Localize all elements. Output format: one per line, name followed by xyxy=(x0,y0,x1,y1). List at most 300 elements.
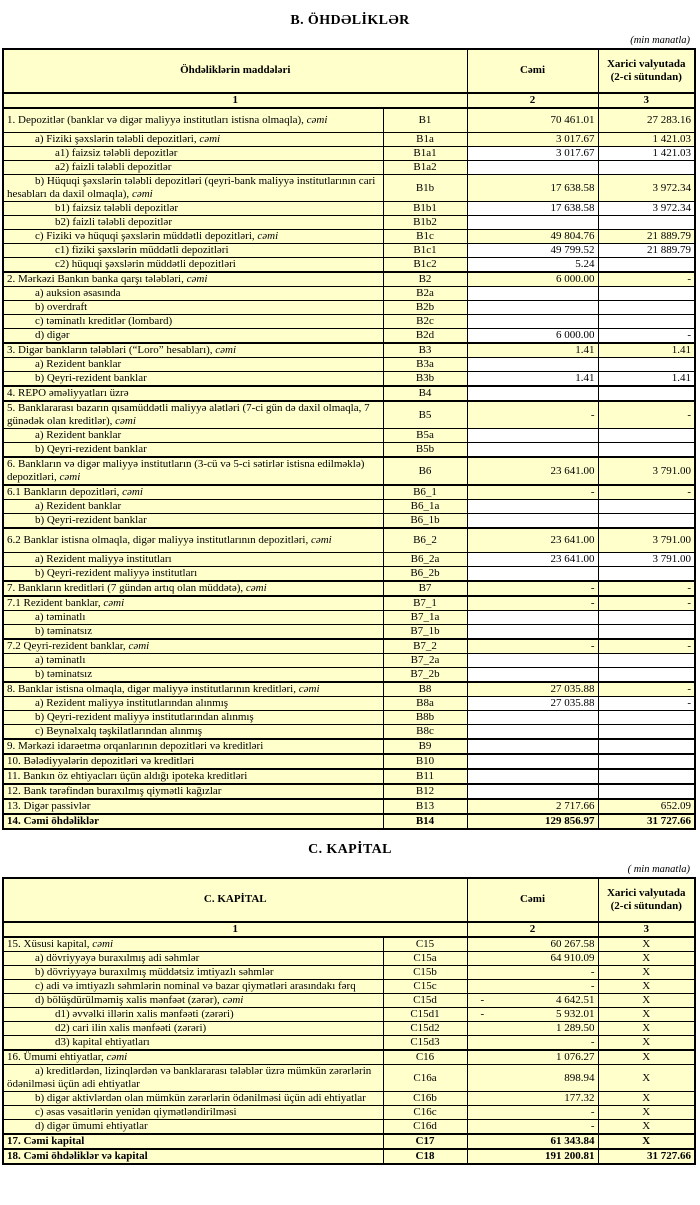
table-row xyxy=(3,1092,695,1106)
item-code-cell: B6 xyxy=(383,457,467,485)
foreign-currency-value-cell: X xyxy=(598,1008,695,1022)
item-code-cell: C15d1 xyxy=(383,1008,467,1022)
foreign-currency-value-cell xyxy=(598,386,695,401)
item-code-cell: C15a xyxy=(383,952,467,966)
total-value-cell xyxy=(467,754,598,769)
total-value-cell: 6 000.00 xyxy=(467,329,598,344)
foreign-currency-value-cell xyxy=(598,754,695,769)
total-value-cell: 27 035.88 xyxy=(467,682,598,697)
foreign-currency-value-cell xyxy=(598,654,695,668)
foreign-currency-value-cell: 1 421.03 xyxy=(598,147,695,161)
item-code-cell: B12 xyxy=(383,784,467,799)
foreign-currency-value-cell: - xyxy=(598,401,695,429)
item-code-cell: B7_2 xyxy=(383,639,467,654)
item-label-cell: d3) kapital ehtiyatları xyxy=(3,1036,383,1051)
foreign-currency-value-cell: 3 972.34 xyxy=(598,202,695,216)
item-label-cell: 2. Mərkəzi Bankın banka qarşı tələbləri, cəmi xyxy=(3,272,383,287)
item-label-cell: b2) faizli tələbli depozitlər xyxy=(3,216,383,230)
foreign-currency-value-cell: 21 889.79 xyxy=(598,230,695,244)
item-code-cell: B1 xyxy=(383,108,467,133)
foreign-currency-value-cell: X xyxy=(598,980,695,994)
table-row xyxy=(3,401,695,429)
total-value-cell: 70 461.01 xyxy=(467,108,598,133)
table-row xyxy=(3,244,695,258)
item-label-cell: b) overdraft xyxy=(3,301,383,315)
foreign-currency-value-cell: X xyxy=(598,1022,695,1036)
foreign-currency-value-cell: 3 791.00 xyxy=(598,457,695,485)
total-value-cell xyxy=(467,611,598,625)
total-value-cell: 3 017.67 xyxy=(467,133,598,147)
foreign-currency-value-cell xyxy=(598,725,695,740)
item-label-cell: c) Beynəlxalq təşkilatlarından alınmış xyxy=(3,725,383,740)
total-value-cell: 3 017.67 xyxy=(467,147,598,161)
table-row xyxy=(3,358,695,372)
item-code-cell: B7 xyxy=(383,581,467,596)
table-row xyxy=(3,1050,695,1065)
item-code-cell: C15d3 xyxy=(383,1036,467,1051)
table-row xyxy=(3,654,695,668)
item-code-cell: B1a1 xyxy=(383,147,467,161)
table-row xyxy=(3,429,695,443)
foreign-currency-value-cell: X xyxy=(598,1092,695,1106)
total-value-cell xyxy=(467,161,598,175)
foreign-currency-value-cell: X xyxy=(598,1106,695,1120)
item-label-cell: a) Rezident banklar xyxy=(3,500,383,514)
item-code-cell: B7_1a xyxy=(383,611,467,625)
total-value-cell xyxy=(467,287,598,301)
total-value-cell: - xyxy=(467,401,598,429)
total-value-cell xyxy=(467,725,598,740)
item-code-cell: B6_2b xyxy=(383,567,467,582)
item-label-cell: 12. Bank tərəfindən buraxılmış qiymətli kağızlar xyxy=(3,784,383,799)
header-cell-items: C. KAPİTAL xyxy=(3,878,467,922)
total-value-cell xyxy=(467,668,598,683)
item-label-cell: 9. Mərkəzi idarəetmə orqanlarının depozitləri və kreditləri xyxy=(3,739,383,754)
table-row xyxy=(3,814,695,829)
total-value-cell xyxy=(467,429,598,443)
total-value-cell: 61 343.84 xyxy=(467,1134,598,1149)
foreign-currency-value-cell xyxy=(598,216,695,230)
table-row xyxy=(3,372,695,387)
total-value-cell: 6 000.00 xyxy=(467,272,598,287)
total-value-cell: 129 856.97 xyxy=(467,814,598,829)
foreign-currency-value-cell: - xyxy=(598,697,695,711)
total-value-cell: - 4 642.51 xyxy=(467,994,598,1008)
item-label-cell: 7. Bankların kreditləri (7 gündən artıq olan müddətə), cəmi xyxy=(3,581,383,596)
foreign-currency-value-cell xyxy=(598,429,695,443)
table-row xyxy=(3,784,695,799)
item-code-cell: B6_2 xyxy=(383,528,467,553)
item-label-cell: c) əsas vəsaitlərin yenidən qiymətləndirilməsi xyxy=(3,1106,383,1120)
item-code-cell: B1c1 xyxy=(383,244,467,258)
item-code-cell: B10 xyxy=(383,754,467,769)
item-code-cell: B3b xyxy=(383,372,467,387)
item-label-cell: d1) əvvəlki illərin xalis mənfəəti (zərəri) xyxy=(3,1008,383,1022)
item-code-cell: B2c xyxy=(383,315,467,329)
item-code-cell: B6_1b xyxy=(383,514,467,529)
total-value-cell: - 5 932.01 xyxy=(467,1008,598,1022)
item-label-cell: 18. Cəmi öhdəliklər və kapital xyxy=(3,1149,383,1164)
total-value-cell: - xyxy=(467,1036,598,1051)
item-code-cell: C16b xyxy=(383,1092,467,1106)
item-label-cell: b) Qeyri-rezident banklar xyxy=(3,372,383,387)
total-value-cell xyxy=(467,711,598,725)
table-row xyxy=(3,443,695,458)
table-row xyxy=(3,625,695,640)
item-code-cell: C15 xyxy=(383,937,467,952)
item-code-cell: C16a xyxy=(383,1065,467,1092)
item-code-cell: B7_1b xyxy=(383,625,467,640)
table-row xyxy=(3,514,695,529)
foreign-currency-value-cell: - xyxy=(598,272,695,287)
total-value-cell: - xyxy=(467,966,598,980)
foreign-currency-value-cell xyxy=(598,567,695,582)
item-label-cell: a) Rezident maliyyə institutlarından alınmış xyxy=(3,697,383,711)
table-row xyxy=(3,567,695,582)
header-cell-total: Cəmi xyxy=(467,49,598,93)
foreign-currency-value-cell: X xyxy=(598,966,695,980)
unit-note-liabilities: (min manatla) xyxy=(630,35,690,46)
foreign-currency-value-cell: 3 791.00 xyxy=(598,553,695,567)
total-value-cell: 60 267.58 xyxy=(467,937,598,952)
header-row xyxy=(3,49,695,93)
total-value-cell: 23 641.00 xyxy=(467,457,598,485)
table-row xyxy=(3,1120,695,1135)
item-label-cell: 6.1 Bankların depozitləri, cəmi xyxy=(3,485,383,500)
table-row xyxy=(3,108,695,133)
total-value-cell xyxy=(467,358,598,372)
item-code-cell: B4 xyxy=(383,386,467,401)
item-label-cell: b1) faizsiz tələbli depozitlər xyxy=(3,202,383,216)
item-label-cell: 5. Banklararası bazarın qısamüddətli maliyyə alətləri (7-ci gün də daxil olmaqla, 7 günədək olan kreditlər), cəmi xyxy=(3,401,383,429)
total-value-cell: 191 200.81 xyxy=(467,1149,598,1164)
table-row xyxy=(3,1036,695,1051)
item-label-cell: a) Fiziki şəxslərin tələbli depozitləri, cəmi xyxy=(3,133,383,147)
table-row xyxy=(3,272,695,287)
item-label-cell: 3. Digər bankların tələbləri (“Loro” hesabları), cəmi xyxy=(3,343,383,358)
item-label-cell: b) Qeyri-rezident banklar xyxy=(3,443,383,458)
foreign-currency-value-cell xyxy=(598,611,695,625)
item-label-cell: d) digər xyxy=(3,329,383,344)
column-number-cell: 1 xyxy=(3,93,467,108)
item-label-cell: b) təminatsız xyxy=(3,625,383,640)
foreign-currency-value-cell xyxy=(598,315,695,329)
foreign-currency-value-cell xyxy=(598,514,695,529)
liabilities-table xyxy=(2,48,696,830)
item-code-cell: B2 xyxy=(383,272,467,287)
table-row xyxy=(3,994,695,1008)
item-label-cell: a) Rezident maliyyə institutları xyxy=(3,553,383,567)
total-value-cell: - xyxy=(467,1106,598,1120)
table-row xyxy=(3,301,695,315)
item-code-cell: B3 xyxy=(383,343,467,358)
column-number-cell: 3 xyxy=(598,922,695,937)
item-label-cell: b) təminatsız xyxy=(3,668,383,683)
item-code-cell: B1a2 xyxy=(383,161,467,175)
column-number-row xyxy=(3,93,695,108)
total-value-cell: 49 799.52 xyxy=(467,244,598,258)
total-value-cell: 5.24 xyxy=(467,258,598,273)
table-row xyxy=(3,287,695,301)
foreign-currency-value-cell: - xyxy=(598,639,695,654)
table-row xyxy=(3,799,695,814)
table-row xyxy=(3,980,695,994)
item-code-cell: C15c xyxy=(383,980,467,994)
total-value-cell: - xyxy=(467,980,598,994)
item-label-cell: a) kreditlərdən, lizinqlərdən və banklararası tələblər üzrə mümkün zərərlərin ödənilməsi üçün adi ehtiyatlar xyxy=(3,1065,383,1092)
item-label-cell: 13. Digər passivlər xyxy=(3,799,383,814)
column-number-cell: 3 xyxy=(598,93,695,108)
table-row xyxy=(3,315,695,329)
table-row xyxy=(3,386,695,401)
item-label-cell: 17. Cəmi kapital xyxy=(3,1134,383,1149)
table-row xyxy=(3,711,695,725)
item-code-cell: B1a xyxy=(383,133,467,147)
item-code-cell: C16d xyxy=(383,1120,467,1135)
table-row xyxy=(3,1106,695,1120)
table-row xyxy=(3,1134,695,1149)
item-label-cell: b) Qeyri-rezident maliyyə institutları xyxy=(3,567,383,582)
foreign-currency-value-cell xyxy=(598,739,695,754)
total-value-cell: 1 076.27 xyxy=(467,1050,598,1065)
item-label-cell: c) Fiziki və hüquqi şəxslərin müddətli depozitləri, cəmi xyxy=(3,230,383,244)
section-title-capital: C. KAPİTAL xyxy=(308,842,392,857)
table-row xyxy=(3,147,695,161)
item-code-cell: C15b xyxy=(383,966,467,980)
table-row xyxy=(3,937,695,952)
foreign-currency-value-cell xyxy=(598,500,695,514)
table-row xyxy=(3,216,695,230)
total-value-cell: - xyxy=(467,1120,598,1135)
item-label-cell: 6. Bankların və digər maliyyə institutların (3-cü və 5-ci sətirlər istisna edilməklə) depozitləri, cəmi xyxy=(3,457,383,485)
foreign-currency-value-cell: X xyxy=(598,937,695,952)
item-label-cell: 14. Cəmi öhdəliklər xyxy=(3,814,383,829)
item-label-cell: a) auksion əsasında xyxy=(3,287,383,301)
item-label-cell: 16. Ümumi ehtiyatlar, cəmi xyxy=(3,1050,383,1065)
column-number-cell: 2 xyxy=(467,93,598,108)
unit-note-capital: ( min manatla) xyxy=(627,864,690,875)
foreign-currency-value-cell xyxy=(598,769,695,784)
total-value-cell xyxy=(467,443,598,458)
table-row xyxy=(3,581,695,596)
table-row xyxy=(3,611,695,625)
item-code-cell: B8c xyxy=(383,725,467,740)
table-row xyxy=(3,329,695,344)
foreign-currency-value-cell: X xyxy=(598,1134,695,1149)
total-value-cell: 898.94 xyxy=(467,1065,598,1092)
item-label-cell: b) dövriyyəyə buraxılmış müddətsiz imtiyazlı səhmlər xyxy=(3,966,383,980)
item-label-cell: 15. Xüsusi kapital, cəmi xyxy=(3,937,383,952)
total-value-cell: 1.41 xyxy=(467,372,598,387)
item-code-cell: B8 xyxy=(383,682,467,697)
total-value-cell xyxy=(467,625,598,640)
total-value-cell: - xyxy=(467,485,598,500)
foreign-currency-value-cell: X xyxy=(598,952,695,966)
item-label-cell: a) Rezident banklar xyxy=(3,429,383,443)
item-label-cell: 1. Depozitlər (banklar və digər maliyyə institutları istisna olmaqla), cəmi xyxy=(3,108,383,133)
item-code-cell: B1b2 xyxy=(383,216,467,230)
item-code-cell: B9 xyxy=(383,739,467,754)
total-value-cell: 23 641.00 xyxy=(467,553,598,567)
table-row xyxy=(3,668,695,683)
foreign-currency-value-cell: 3 972.34 xyxy=(598,175,695,202)
item-code-cell: B8b xyxy=(383,711,467,725)
foreign-currency-value-cell xyxy=(598,784,695,799)
column-number-cell: 1 xyxy=(3,922,467,937)
table-row xyxy=(3,1065,695,1092)
item-code-cell: B11 xyxy=(383,769,467,784)
item-code-cell: B3a xyxy=(383,358,467,372)
column-number-row xyxy=(3,922,695,937)
item-code-cell: B6_1a xyxy=(383,500,467,514)
total-value-cell: 1 289.50 xyxy=(467,1022,598,1036)
item-code-cell: B7_1 xyxy=(383,596,467,611)
item-code-cell: B7_2a xyxy=(383,654,467,668)
total-value-cell xyxy=(467,500,598,514)
table-row xyxy=(3,1008,695,1022)
foreign-currency-value-cell: 21 889.79 xyxy=(598,244,695,258)
item-code-cell: B1c xyxy=(383,230,467,244)
item-label-cell: d) digər ümumi ehtiyatlar xyxy=(3,1120,383,1135)
item-label-cell: b) Qeyri-rezident banklar xyxy=(3,514,383,529)
item-code-cell: B5b xyxy=(383,443,467,458)
table-row xyxy=(3,682,695,697)
capital-table xyxy=(2,877,696,1165)
foreign-currency-value-cell xyxy=(598,668,695,683)
table-row xyxy=(3,596,695,611)
foreign-currency-value-cell: 652.09 xyxy=(598,799,695,814)
total-value-cell xyxy=(467,739,598,754)
item-label-cell: b) Qeyri-rezident maliyyə institutlarından alınmış xyxy=(3,711,383,725)
item-label-cell: a) təminatlı xyxy=(3,611,383,625)
table-row xyxy=(3,457,695,485)
table-row xyxy=(3,952,695,966)
item-code-cell: C16c xyxy=(383,1106,467,1120)
item-label-cell: d) bölüşdürülməmiş xalis mənfəət (zərər), cəmi xyxy=(3,994,383,1008)
item-label-cell: c1) fiziki şəxslərin müddətli depozitləri xyxy=(3,244,383,258)
item-code-cell: C16 xyxy=(383,1050,467,1065)
header-cell-foreign: Xarici valyutada (2-ci sütundan) xyxy=(598,49,695,93)
item-label-cell: 8. Banklar istisna olmaqla, digər maliyyə institutlarının kreditləri, cəmi xyxy=(3,682,383,697)
item-label-cell: a1) faizsiz tələbli depozitlər xyxy=(3,147,383,161)
foreign-currency-value-cell: - xyxy=(598,596,695,611)
total-value-cell xyxy=(467,386,598,401)
item-code-cell: C18 xyxy=(383,1149,467,1164)
total-value-cell: 1.41 xyxy=(467,343,598,358)
item-label-cell: a) dövriyyəyə buraxılmış adi səhmlər xyxy=(3,952,383,966)
item-code-cell: B2a xyxy=(383,287,467,301)
table-row xyxy=(3,202,695,216)
foreign-currency-value-cell: 27 283.16 xyxy=(598,108,695,133)
table-row xyxy=(3,769,695,784)
foreign-currency-value-cell: X xyxy=(598,1050,695,1065)
item-label-cell: 7.2 Qeyri-rezident banklar, cəmi xyxy=(3,639,383,654)
item-label-cell: c) adi və imtiyazlı səhmlərin nominal və bazar qiymətləri arasındakı fərq xyxy=(3,980,383,994)
total-value-cell xyxy=(467,784,598,799)
table-row xyxy=(3,1022,695,1036)
total-value-cell: 27 035.88 xyxy=(467,697,598,711)
item-code-cell: B7_2b xyxy=(383,668,467,683)
table-row xyxy=(3,343,695,358)
item-label-cell: b) Hüquqi şəxslərin tələbli depozitləri (qeyri-bank maliyyə institutlarının cari hesabları da daxil olmaqla), cəmi xyxy=(3,175,383,202)
item-label-cell: c2) hüquqi şəxslərin müddətli depozitləri xyxy=(3,258,383,273)
total-value-cell xyxy=(467,567,598,582)
foreign-currency-value-cell: X xyxy=(598,994,695,1008)
foreign-currency-value-cell xyxy=(598,625,695,640)
table-row xyxy=(3,754,695,769)
item-label-cell: d2) cari ilin xalis mənfəəti (zərəri) xyxy=(3,1022,383,1036)
table-row xyxy=(3,1149,695,1164)
foreign-currency-value-cell: - xyxy=(598,682,695,697)
item-label-cell: 6.2 Banklar istisna olmaqla, digər maliyyə institutlarının depozitləri, cəmi xyxy=(3,528,383,553)
total-value-cell: 49 804.76 xyxy=(467,230,598,244)
item-label-cell: a) təminatlı xyxy=(3,654,383,668)
table-row xyxy=(3,725,695,740)
item-code-cell: C15d xyxy=(383,994,467,1008)
foreign-currency-value-cell: 1.41 xyxy=(598,372,695,387)
total-value-cell: - xyxy=(467,596,598,611)
item-label-cell: 10. Bələdiyyələrin depozitləri və kreditləri xyxy=(3,754,383,769)
foreign-currency-value-cell: 31 727.66 xyxy=(598,1149,695,1164)
item-label-cell: c) təminatlı kreditlər (lombard) xyxy=(3,315,383,329)
foreign-currency-value-cell xyxy=(598,711,695,725)
item-label-cell: a) Rezident banklar xyxy=(3,358,383,372)
total-value-cell xyxy=(467,769,598,784)
item-label-cell: 4. REPO əməliyyatları üzrə xyxy=(3,386,383,401)
item-code-cell: C15d2 xyxy=(383,1022,467,1036)
total-value-cell: - xyxy=(467,581,598,596)
table-row xyxy=(3,966,695,980)
item-code-cell: B2b xyxy=(383,301,467,315)
foreign-currency-value-cell xyxy=(598,301,695,315)
table-row xyxy=(3,161,695,175)
table-row xyxy=(3,230,695,244)
table-row xyxy=(3,528,695,553)
item-label-cell: 11. Bankın öz ehtiyacları üçün aldığı ipoteka kreditləri xyxy=(3,769,383,784)
foreign-currency-value-cell: X xyxy=(598,1036,695,1051)
total-value-cell xyxy=(467,514,598,529)
total-value-cell xyxy=(467,654,598,668)
table-row xyxy=(3,553,695,567)
total-value-cell xyxy=(467,301,598,315)
foreign-currency-value-cell: 3 791.00 xyxy=(598,528,695,553)
table-row xyxy=(3,500,695,514)
table-row xyxy=(3,258,695,273)
item-code-cell: C17 xyxy=(383,1134,467,1149)
foreign-currency-value-cell: - xyxy=(598,485,695,500)
column-number-cell: 2 xyxy=(467,922,598,937)
table-row xyxy=(3,175,695,202)
total-value-cell: 177.32 xyxy=(467,1092,598,1106)
total-value-cell xyxy=(467,315,598,329)
item-code-cell: B13 xyxy=(383,799,467,814)
total-value-cell: 17 638.58 xyxy=(467,175,598,202)
item-code-cell: B14 xyxy=(383,814,467,829)
item-code-cell: B1b1 xyxy=(383,202,467,216)
foreign-currency-value-cell xyxy=(598,443,695,458)
total-value-cell: 64 910.09 xyxy=(467,952,598,966)
item-code-cell: B6_1 xyxy=(383,485,467,500)
total-value-cell: 17 638.58 xyxy=(467,202,598,216)
header-cell-foreign: Xarici valyutada (2-ci sütundan) xyxy=(598,878,695,922)
foreign-currency-value-cell: 31 727.66 xyxy=(598,814,695,829)
item-code-cell: B2d xyxy=(383,329,467,344)
item-code-cell: B8a xyxy=(383,697,467,711)
foreign-currency-value-cell xyxy=(598,358,695,372)
item-label-cell: b) digər aktivlərdən olan mümkün zərərlərin ödənilməsi üçün adi ehtiyatlar xyxy=(3,1092,383,1106)
total-value-cell: 2 717.66 xyxy=(467,799,598,814)
item-label-cell: 7.1 Rezident banklar, cəmi xyxy=(3,596,383,611)
